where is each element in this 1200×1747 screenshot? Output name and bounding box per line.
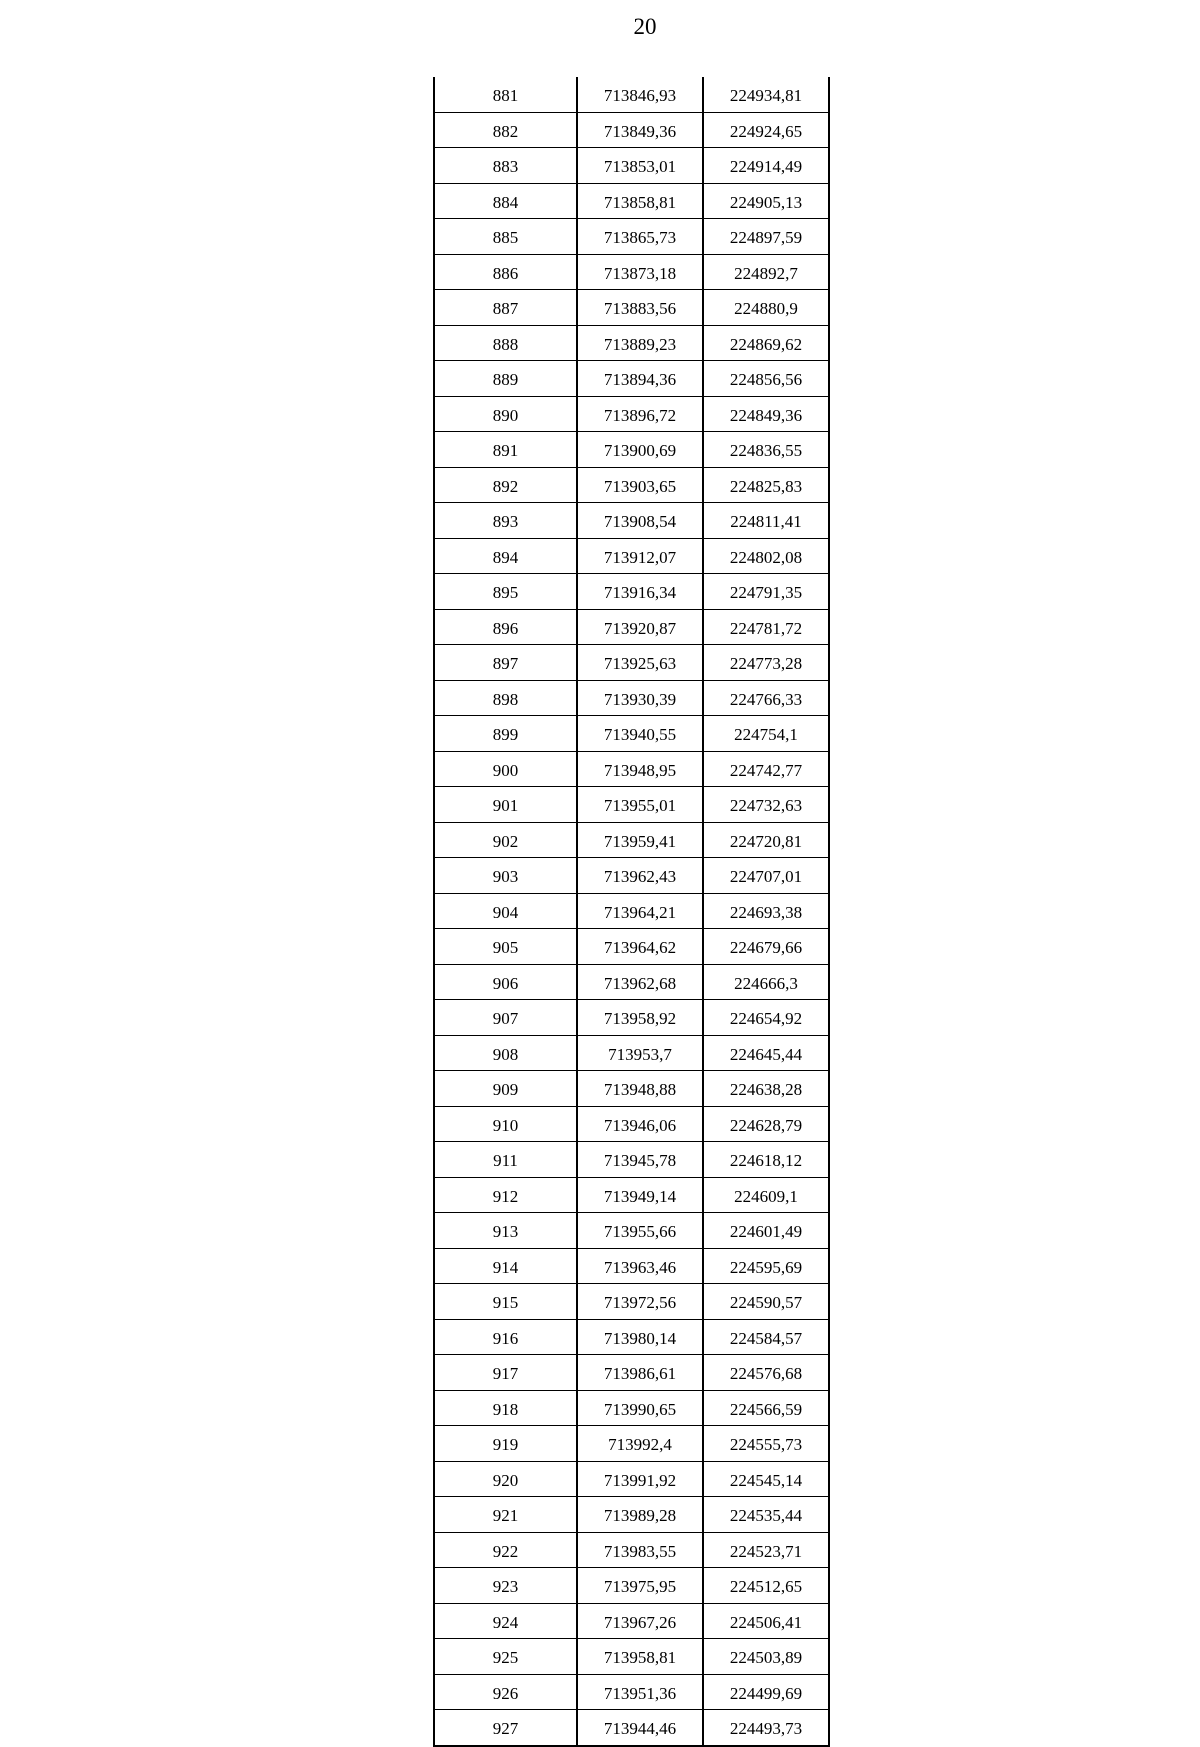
table-row <box>434 964 829 1000</box>
x-coordinate-cell: 713990,65 <box>577 1390 703 1426</box>
point-number-cell: 890 <box>434 396 577 432</box>
y-coordinate-cell: 224493,73 <box>703 1710 829 1746</box>
x-coordinate-cell: 713846,93 <box>577 77 703 112</box>
table-row <box>434 1213 829 1249</box>
y-coordinate-cell: 224869,62 <box>703 325 829 361</box>
table-row <box>434 822 829 858</box>
y-coordinate-cell: 224905,13 <box>703 183 829 219</box>
x-coordinate-cell: 713983,55 <box>577 1532 703 1568</box>
y-coordinate-cell: 224523,71 <box>703 1532 829 1568</box>
point-number-cell: 885 <box>434 219 577 255</box>
x-coordinate-cell: 713889,23 <box>577 325 703 361</box>
x-coordinate-cell: 713849,36 <box>577 112 703 148</box>
y-coordinate-cell: 224720,81 <box>703 822 829 858</box>
table-row <box>434 858 829 894</box>
point-number-cell: 918 <box>434 1390 577 1426</box>
point-number-cell: 914 <box>434 1248 577 1284</box>
y-coordinate-cell: 224781,72 <box>703 609 829 645</box>
y-coordinate-cell: 224590,57 <box>703 1284 829 1320</box>
point-number-cell: 891 <box>434 432 577 468</box>
x-coordinate-cell: 713908,54 <box>577 503 703 539</box>
y-coordinate-cell: 224566,59 <box>703 1390 829 1426</box>
y-coordinate-cell: 224506,41 <box>703 1603 829 1639</box>
y-coordinate-cell: 224618,12 <box>703 1142 829 1178</box>
x-coordinate-cell: 713989,28 <box>577 1497 703 1533</box>
point-number-cell: 907 <box>434 1000 577 1036</box>
x-coordinate-cell: 713894,36 <box>577 361 703 397</box>
y-coordinate-cell: 224811,41 <box>703 503 829 539</box>
y-coordinate-cell: 224856,56 <box>703 361 829 397</box>
table-row <box>434 929 829 965</box>
table-row <box>434 680 829 716</box>
y-coordinate-cell: 224499,69 <box>703 1674 829 1710</box>
y-coordinate-cell: 224924,65 <box>703 112 829 148</box>
point-number-cell: 924 <box>434 1603 577 1639</box>
table-row <box>434 1674 829 1710</box>
table-row <box>434 1390 829 1426</box>
point-number-cell: 882 <box>434 112 577 148</box>
y-coordinate-cell: 224601,49 <box>703 1213 829 1249</box>
table-row <box>434 432 829 468</box>
table-row <box>434 1177 829 1213</box>
y-coordinate-cell: 224666,3 <box>703 964 829 1000</box>
point-number-cell: 903 <box>434 858 577 894</box>
page-number: 20 <box>633 14 657 39</box>
point-number-cell: 895 <box>434 574 577 610</box>
table-row <box>434 1284 829 1320</box>
x-coordinate-cell: 713930,39 <box>577 680 703 716</box>
x-coordinate-cell: 713963,46 <box>577 1248 703 1284</box>
point-number-cell: 902 <box>434 822 577 858</box>
y-coordinate-cell: 224766,33 <box>703 680 829 716</box>
point-number-cell: 909 <box>434 1071 577 1107</box>
x-coordinate-cell: 713951,36 <box>577 1674 703 1710</box>
point-number-cell: 917 <box>434 1355 577 1391</box>
x-coordinate-cell: 713912,07 <box>577 538 703 574</box>
table-row <box>434 1000 829 1036</box>
y-coordinate-cell: 224802,08 <box>703 538 829 574</box>
point-number-cell: 894 <box>434 538 577 574</box>
x-coordinate-cell: 713955,66 <box>577 1213 703 1249</box>
table-row <box>434 254 829 290</box>
point-number-cell: 916 <box>434 1319 577 1355</box>
table-row <box>434 1532 829 1568</box>
x-coordinate-cell: 713980,14 <box>577 1319 703 1355</box>
y-coordinate-cell: 224512,65 <box>703 1568 829 1604</box>
table-row <box>434 467 829 503</box>
point-number-cell: 922 <box>434 1532 577 1568</box>
table-row <box>434 787 829 823</box>
table-row <box>434 1603 829 1639</box>
point-number-cell: 920 <box>434 1461 577 1497</box>
y-coordinate-cell: 224503,89 <box>703 1639 829 1675</box>
y-coordinate-cell: 224693,38 <box>703 893 829 929</box>
x-coordinate-cell: 713900,69 <box>577 432 703 468</box>
x-coordinate-cell: 713975,95 <box>577 1568 703 1604</box>
point-number-cell: 887 <box>434 290 577 326</box>
x-coordinate-cell: 713948,88 <box>577 1071 703 1107</box>
x-coordinate-cell: 713873,18 <box>577 254 703 290</box>
point-number-cell: 910 <box>434 1106 577 1142</box>
y-coordinate-cell: 224849,36 <box>703 396 829 432</box>
table-row <box>434 183 829 219</box>
table-row <box>434 1497 829 1533</box>
table-row <box>434 1355 829 1391</box>
table-row <box>434 1035 829 1071</box>
point-number-cell: 899 <box>434 716 577 752</box>
point-number-cell: 884 <box>434 183 577 219</box>
table-row <box>434 361 829 397</box>
y-coordinate-cell: 224791,35 <box>703 574 829 610</box>
point-number-cell: 925 <box>434 1639 577 1675</box>
y-coordinate-cell: 224654,92 <box>703 1000 829 1036</box>
point-number-cell: 906 <box>434 964 577 1000</box>
point-number-cell: 898 <box>434 680 577 716</box>
table-row <box>434 1248 829 1284</box>
point-number-cell: 883 <box>434 148 577 184</box>
point-number-cell: 926 <box>434 1674 577 1710</box>
y-coordinate-cell: 224707,01 <box>703 858 829 894</box>
table-row <box>434 148 829 184</box>
y-coordinate-cell: 224934,81 <box>703 77 829 112</box>
point-number-cell: 897 <box>434 645 577 681</box>
coordinates-table-body <box>434 77 829 1746</box>
x-coordinate-cell: 713865,73 <box>577 219 703 255</box>
x-coordinate-cell: 713949,14 <box>577 1177 703 1213</box>
x-coordinate-cell: 713962,43 <box>577 858 703 894</box>
table-row <box>434 751 829 787</box>
x-coordinate-cell: 713944,46 <box>577 1710 703 1746</box>
y-coordinate-cell: 224535,44 <box>703 1497 829 1533</box>
y-coordinate-cell: 224836,55 <box>703 432 829 468</box>
x-coordinate-cell: 713945,78 <box>577 1142 703 1178</box>
point-number-cell: 888 <box>434 325 577 361</box>
point-number-cell: 892 <box>434 467 577 503</box>
table-row <box>434 112 829 148</box>
y-coordinate-cell: 224825,83 <box>703 467 829 503</box>
table-row <box>434 609 829 645</box>
table-row <box>434 1461 829 1497</box>
table-row <box>434 574 829 610</box>
table-row <box>434 1710 829 1746</box>
x-coordinate-cell: 713946,06 <box>577 1106 703 1142</box>
point-number-cell: 921 <box>434 1497 577 1533</box>
table-row <box>434 219 829 255</box>
table-row <box>434 538 829 574</box>
y-coordinate-cell: 224679,66 <box>703 929 829 965</box>
y-coordinate-cell: 224609,1 <box>703 1177 829 1213</box>
coordinates-table <box>433 77 830 1747</box>
x-coordinate-cell: 713948,95 <box>577 751 703 787</box>
point-number-cell: 923 <box>434 1568 577 1604</box>
y-coordinate-cell: 224897,59 <box>703 219 829 255</box>
x-coordinate-cell: 713925,63 <box>577 645 703 681</box>
table-row <box>434 396 829 432</box>
table-row <box>434 1568 829 1604</box>
y-coordinate-cell: 224880,9 <box>703 290 829 326</box>
point-number-cell: 927 <box>434 1710 577 1746</box>
table-row <box>434 1071 829 1107</box>
point-number-cell: 896 <box>434 609 577 645</box>
point-number-cell: 912 <box>434 1177 577 1213</box>
table-row <box>434 77 829 112</box>
y-coordinate-cell: 224595,69 <box>703 1248 829 1284</box>
point-number-cell: 905 <box>434 929 577 965</box>
x-coordinate-cell: 713964,62 <box>577 929 703 965</box>
y-coordinate-cell: 224892,7 <box>703 254 829 290</box>
table-row <box>434 645 829 681</box>
x-coordinate-cell: 713991,92 <box>577 1461 703 1497</box>
table-row <box>434 1426 829 1462</box>
point-number-cell: 900 <box>434 751 577 787</box>
table-row <box>434 1106 829 1142</box>
x-coordinate-cell: 713858,81 <box>577 183 703 219</box>
y-coordinate-cell: 224732,63 <box>703 787 829 823</box>
table-row <box>434 1319 829 1355</box>
x-coordinate-cell: 713986,61 <box>577 1355 703 1391</box>
x-coordinate-cell: 713972,56 <box>577 1284 703 1320</box>
x-coordinate-cell: 713992,4 <box>577 1426 703 1462</box>
point-number-cell: 881 <box>434 77 577 112</box>
x-coordinate-cell: 713958,92 <box>577 1000 703 1036</box>
y-coordinate-cell: 224754,1 <box>703 716 829 752</box>
x-coordinate-cell: 713962,68 <box>577 964 703 1000</box>
x-coordinate-cell: 713958,81 <box>577 1639 703 1675</box>
x-coordinate-cell: 713896,72 <box>577 396 703 432</box>
point-number-cell: 913 <box>434 1213 577 1249</box>
y-coordinate-cell: 224555,73 <box>703 1426 829 1462</box>
x-coordinate-cell: 713920,87 <box>577 609 703 645</box>
point-number-cell: 886 <box>434 254 577 290</box>
table-row <box>434 290 829 326</box>
table-row <box>434 325 829 361</box>
y-coordinate-cell: 224584,57 <box>703 1319 829 1355</box>
point-number-cell: 893 <box>434 503 577 539</box>
x-coordinate-cell: 713916,34 <box>577 574 703 610</box>
point-number-cell: 904 <box>434 893 577 929</box>
y-coordinate-cell: 224914,49 <box>703 148 829 184</box>
table-row <box>434 1142 829 1178</box>
x-coordinate-cell: 713955,01 <box>577 787 703 823</box>
point-number-cell: 915 <box>434 1284 577 1320</box>
x-coordinate-cell: 713883,56 <box>577 290 703 326</box>
y-coordinate-cell: 224576,68 <box>703 1355 829 1391</box>
table-row <box>434 1639 829 1675</box>
y-coordinate-cell: 224628,79 <box>703 1106 829 1142</box>
point-number-cell: 901 <box>434 787 577 823</box>
x-coordinate-cell: 713967,26 <box>577 1603 703 1639</box>
table-row <box>434 503 829 539</box>
y-coordinate-cell: 224545,14 <box>703 1461 829 1497</box>
x-coordinate-cell: 713964,21 <box>577 893 703 929</box>
x-coordinate-cell: 713903,65 <box>577 467 703 503</box>
table-row <box>434 716 829 752</box>
y-coordinate-cell: 224645,44 <box>703 1035 829 1071</box>
point-number-cell: 919 <box>434 1426 577 1462</box>
table-row <box>434 893 829 929</box>
x-coordinate-cell: 713953,7 <box>577 1035 703 1071</box>
x-coordinate-cell: 713959,41 <box>577 822 703 858</box>
point-number-cell: 908 <box>434 1035 577 1071</box>
y-coordinate-cell: 224742,77 <box>703 751 829 787</box>
x-coordinate-cell: 713853,01 <box>577 148 703 184</box>
y-coordinate-cell: 224773,28 <box>703 645 829 681</box>
x-coordinate-cell: 713940,55 <box>577 716 703 752</box>
point-number-cell: 889 <box>434 361 577 397</box>
y-coordinate-cell: 224638,28 <box>703 1071 829 1107</box>
point-number-cell: 911 <box>434 1142 577 1178</box>
